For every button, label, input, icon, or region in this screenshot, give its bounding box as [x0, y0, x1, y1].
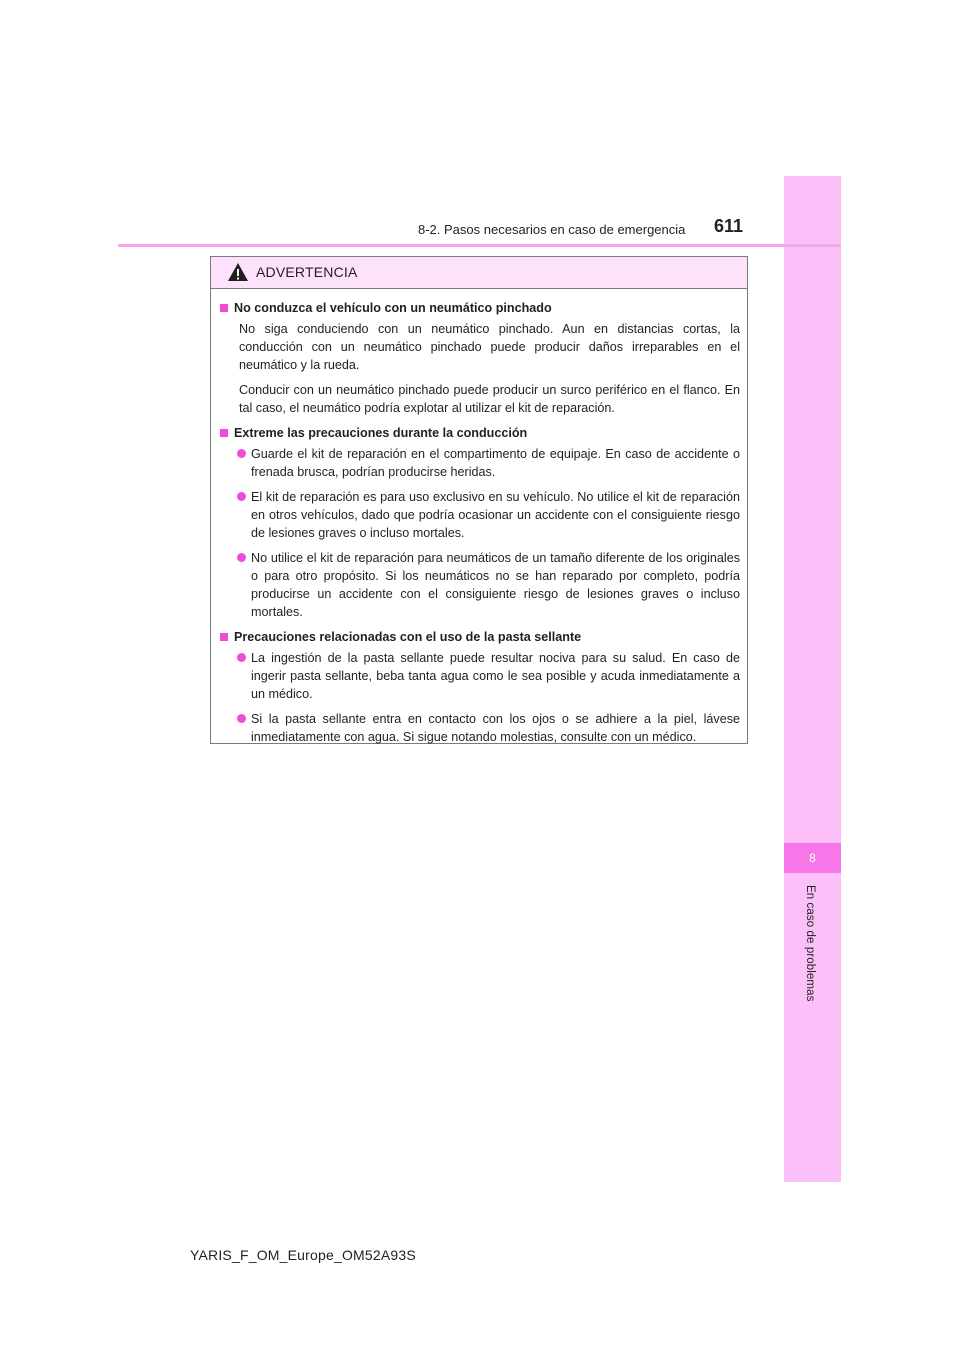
page-number: 611 — [714, 216, 744, 236]
section-heading — [219, 628, 740, 646]
square-bullet-icon — [220, 429, 228, 437]
paragraph: No siga conduciendo con un neumático pinchado. Aun en distancias cortas, la conducción con un neumático pinchado puede producir daños irreparables en el neumático y la rueda. — [239, 322, 740, 372]
warning-title: ADVERTENCIA — [256, 264, 358, 280]
section-heading — [219, 424, 740, 442]
circle-bullet-icon — [237, 653, 246, 662]
square-bullet-icon — [220, 304, 228, 312]
list-item-text: Guarde el kit de reparación en el compartimento de equipaje. En caso de accidente o frenada brusca, podrían producirse heridas. — [251, 447, 740, 479]
list-item-text: El kit de reparación es para uso exclusivo en su vehículo. No utilice el kit de reparación en otros vehículos, dado que podría ocasionar un accidente con el consiguiente riesgo de lesiones graves o incluso mortales. — [251, 490, 740, 540]
list-item-text: No utilice el kit de reparación para neumáticos de un tamaño diferente de los originales o para otro propósito. Si los neumáticos no se han reparado por completo, podría producirse un accidente con el consiguiente riesgo de lesiones graves o incluso mortales. — [251, 551, 740, 619]
chapter-title: En caso de problemas — [804, 885, 816, 1002]
circle-bullet-icon — [237, 449, 246, 458]
circle-bullet-icon — [237, 553, 246, 562]
list-item-text: Si la pasta sellante entra en contacto con los ojos o se adhiere a la piel, lávese inmediatamente con agua. Si sigue notando molestias, consulte con un médico. — [251, 712, 740, 744]
circle-bullet-icon — [237, 714, 246, 723]
list-item — [237, 710, 740, 746]
list-item — [237, 445, 740, 481]
paragraph: Conducir con un neumático pinchado puede producir un surco periférico en el flanco. En tal caso, el neumático podría explotar al utilizar el kit de reparación. — [239, 383, 740, 415]
section-heading — [219, 299, 740, 317]
chapter-number: 8 — [809, 851, 816, 865]
side-tab — [784, 176, 841, 1182]
warning-body — [211, 289, 747, 746]
list-item — [237, 649, 740, 703]
warning-triangle-icon — [227, 262, 249, 282]
list-item — [237, 549, 740, 621]
circle-bullet-icon — [237, 492, 246, 501]
warning-header — [211, 257, 747, 289]
section-heading-text: Precauciones relacionadas con el uso de la pasta sellante — [234, 630, 582, 644]
document-code: YARIS_F_OM_Europe_OM52A93S — [190, 1247, 416, 1263]
header-rule — [118, 244, 841, 247]
list-item-text: La ingestión de la pasta sellante puede resultar nociva para su salud. En caso de ingerir pasta sellante, beba tanta agua como le sea posible y acuda inmediatamente a un médico. — [251, 651, 740, 701]
warning-box — [210, 256, 748, 744]
section-title: 8-2. Pasos necesarios en caso de emergencia — [418, 222, 686, 237]
section-heading-text: Extreme las precauciones durante la conducción — [234, 426, 528, 440]
list-item — [237, 488, 740, 542]
section-heading-text: No conduzca el vehículo con un neumático pinchado — [234, 301, 552, 315]
square-bullet-icon — [220, 633, 228, 641]
